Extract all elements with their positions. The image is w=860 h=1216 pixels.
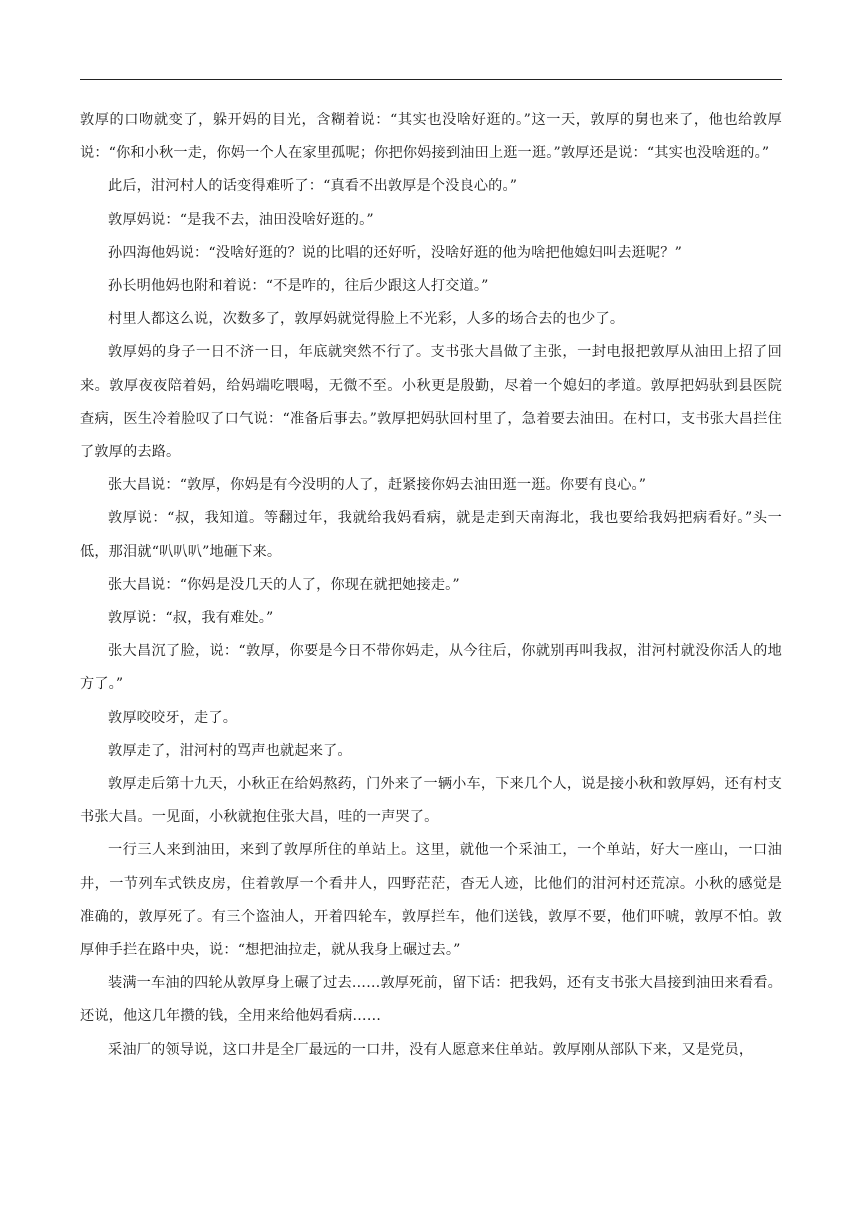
- paragraph: 敦厚走了，泔河村的骂声也就起来了。: [108, 742, 352, 759]
- paragraph: 孙长明他妈也附和着说：“不是咋的，往后少跟这人打交道。”: [108, 278, 489, 295]
- paragraph: 装满一车油的四轮从敦厚身上碾了过去……敦厚死前，留下话：把我妈，还有支书张大昌接到油田来看看。还说，他这几年攒的钱，全用来给他妈看病……: [80, 975, 782, 1025]
- paragraph: 孙四海他妈说：“没啥好逛的？说的比唱的还好听，没啥好逛的他为啥把他媳妇叫去逛呢？”: [108, 244, 682, 261]
- paragraph: 采油厂的领导说，这口井是全厂最远的一口井，没有人愿意来住单站。敦厚刚从部队下来，又是党员，: [108, 1041, 754, 1058]
- paragraph: 一行三人来到油田，来到了敦厚所住的单站上。这里，就他一个采油工，一个单站，好大一座山，一口油井，一节列车式铁皮房，住着敦厚一个看井人，四野茫茫，杳无人迹，比他们的泔河村还荒凉。小秋的感觉是准确的，敦厚死了。有三个盗油人，开着四轮车，敦厚拦车，他们送钱，敦厚不要，他们吓唬，敦厚不怕。敦厚伸手拦在路中央，说：“想把油拉走，就从我身上碾过去。”: [80, 842, 782, 959]
- paragraph: 敦厚说：“叔，我知道。等翻过年，我就给我妈看病，就是走到天南海北，我也要给我妈把病看好。”头一低，那泪就“叭叭叭”地砸下来。: [80, 510, 782, 560]
- paragraph: 此后，泔河村人的话变得难听了：“真看不出敦厚是个没良心的。”: [108, 178, 518, 195]
- header-rule: [80, 79, 782, 80]
- paragraph: 敦厚妈说：“是我不去，油田没啥好逛的。”: [108, 211, 374, 228]
- paragraph: 张大昌说：“你妈是没几天的人了，你现在就把她接走。”: [108, 576, 460, 593]
- paragraph: 敦厚的口吻就变了，躲开妈的目光，含糊着说：“其实也没啥好逛的。”这一天，敦厚的舅也来了，他也给敦厚说：“你和小秋一走，你妈一个人在家里孤呢；你把你妈接到油田上逛一逛。”敦厚还是说：“其实也没啥逛的。”: [80, 112, 782, 162]
- paragraph: 敦厚走后第十九天，小秋正在给妈熬药，门外来了一辆小车，下来几个人，说是接小秋和敦厚妈，还有村支书张大昌。一见面，小秋就抱住张大昌，哇的一声哭了。: [80, 776, 782, 826]
- paragraph: 村里人都这么说，次数多了，敦厚妈就觉得脸上不光彩，人多的场合去的也少了。: [108, 311, 625, 328]
- paragraph: 张大昌说：“敦厚，你妈是有今没明的人了，赶紧接你妈去油田逛一逛。你要有良心。”: [108, 477, 647, 494]
- paragraph: 张大昌沉了脸，说：“敦厚，你要是今日不带你妈走，从今往后，你就别再叫我叔，泔河村就没你活人的地方了。”: [80, 643, 782, 693]
- article-body: [80, 104, 782, 1067]
- paragraph: 敦厚咬咬牙，走了。: [108, 709, 238, 726]
- paragraph: 敦厚说：“叔，我有难处。”: [108, 610, 274, 627]
- paragraph: 敦厚妈的身子一日不济一日，年底就突然不行了。支书张大昌做了主张，一封电报把敦厚从油田上招了回来。敦厚夜夜陪着妈，给妈端吃喂喝，无微不至。小秋更是殷勤，尽着一个媳妇的孝道。敦厚把妈驮到县医院查病，医生冷着脸叹了口气说：“准备后事去。”敦厚把妈驮回村里了，急着要去油田。在村口，支书张大昌拦住了敦厚的去路。: [80, 344, 782, 461]
